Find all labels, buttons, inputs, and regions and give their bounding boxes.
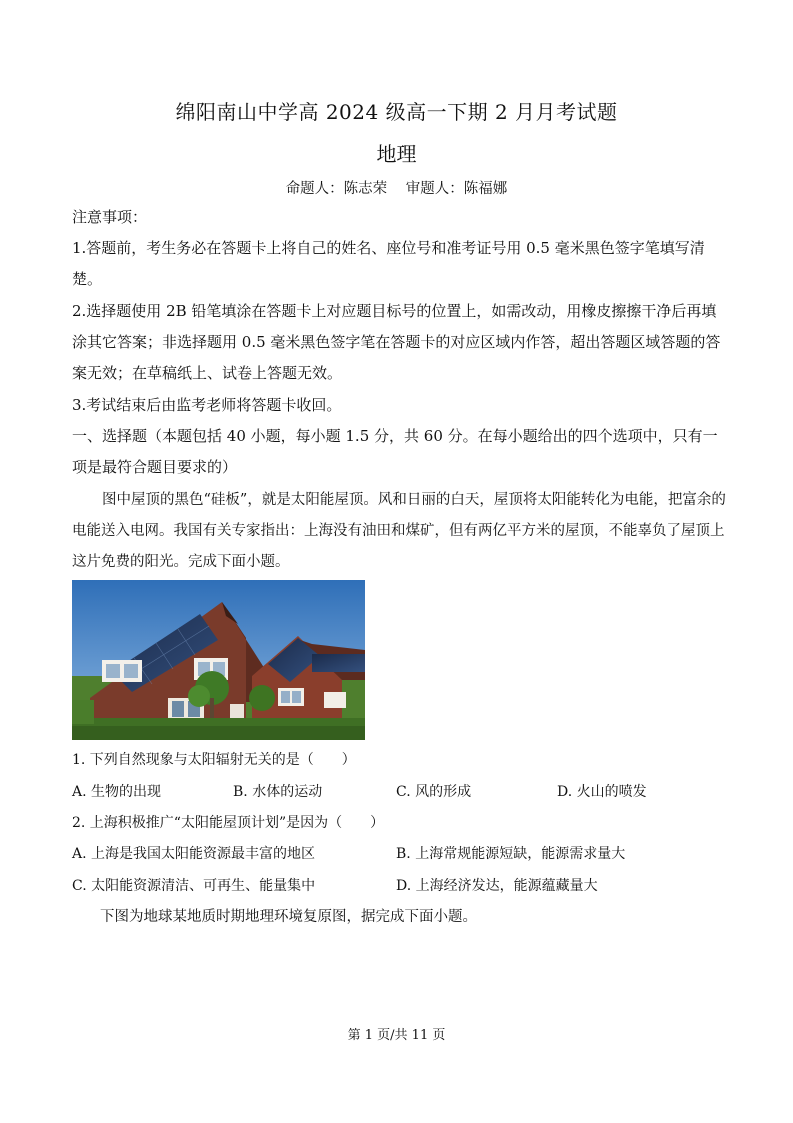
- exam-title: 绵阳南山中学高 2024 级高一下期 2 月月考试题: [175, 100, 618, 124]
- authors-line: [0, 177, 793, 198]
- q2-option-b[interactable]: B. 上海常规能源短缺，能源需求量大: [396, 846, 626, 862]
- q1-option-b[interactable]: B. 水体的运动: [233, 784, 323, 800]
- section-heading: 一、选择题（本题包括 40 小题，每小题 1.5 分，共 60 分。在每小题给出的四个选项中，只有一项是最符合题目要求的）: [72, 427, 718, 476]
- notice-item-2: 2.选择题使用 2B 铅笔填涂在答题卡上对应题目标号的位置上，如需改动，用橡皮擦擦干净后再填涂其它答案；非选择题用 0.5 毫米黑色签字笔在答题卡的对应区域内作答，超出答题区域答题的答案无效；在草稿纸上、试卷上答题无效。: [72, 302, 721, 382]
- notice-item-1: 1.答题前，考生务必在答题卡上将自己的姓名、座位号和准考证号用 0.5 毫米黑色签字笔填写清楚。: [72, 239, 705, 288]
- next-passage-intro: 下图为地球某地质时期地理环境复原图，据完成下面小题。: [100, 909, 477, 925]
- question-1-stem: 1. 下列自然现象与太阳辐射无关的是（ ）: [72, 752, 356, 768]
- notice-heading: 注意事项：: [72, 208, 148, 226]
- q2-option-a[interactable]: A. 上海是我国太阳能资源最丰富的地区: [72, 846, 316, 862]
- reviewer-name: 审题人：陈福娜: [405, 181, 508, 197]
- notice-item-3: 3.考试结束后由监考老师将答题卡收回。: [72, 396, 342, 414]
- q1-option-a[interactable]: A. 生物的出现: [72, 784, 162, 800]
- page-number: 第 1 页/共 11 页: [347, 1028, 446, 1043]
- q1-option-c[interactable]: C. 风的形成: [396, 784, 472, 800]
- q2-option-c[interactable]: C. 太阳能资源清洁、可再生、能量集中: [72, 878, 316, 894]
- solar-roof-house-photo: [72, 580, 365, 740]
- q2-option-d[interactable]: D. 上海经济发达，能源蕴藏量大: [396, 878, 598, 894]
- passage-intro: 图中屋顶的黑色“硅板”，就是太阳能屋顶。风和日丽的白天，屋顶将太阳能转化为电能，把富余的电能送入电网。我国有关专家指出：上海没有油田和煤矿，但有两亿平方米的屋顶，不能辜负了屋顶上这片免费的阳光。完成下面小题。: [72, 492, 726, 570]
- author-name: 命题人：陈志荣: [285, 181, 388, 197]
- q1-option-d[interactable]: D. 火山的喷发: [557, 784, 647, 800]
- subject-title: 地理: [376, 142, 417, 166]
- question-2-stem: 2. 上海积极推广“太阳能屋顶计划”是因为（ ）: [72, 815, 385, 831]
